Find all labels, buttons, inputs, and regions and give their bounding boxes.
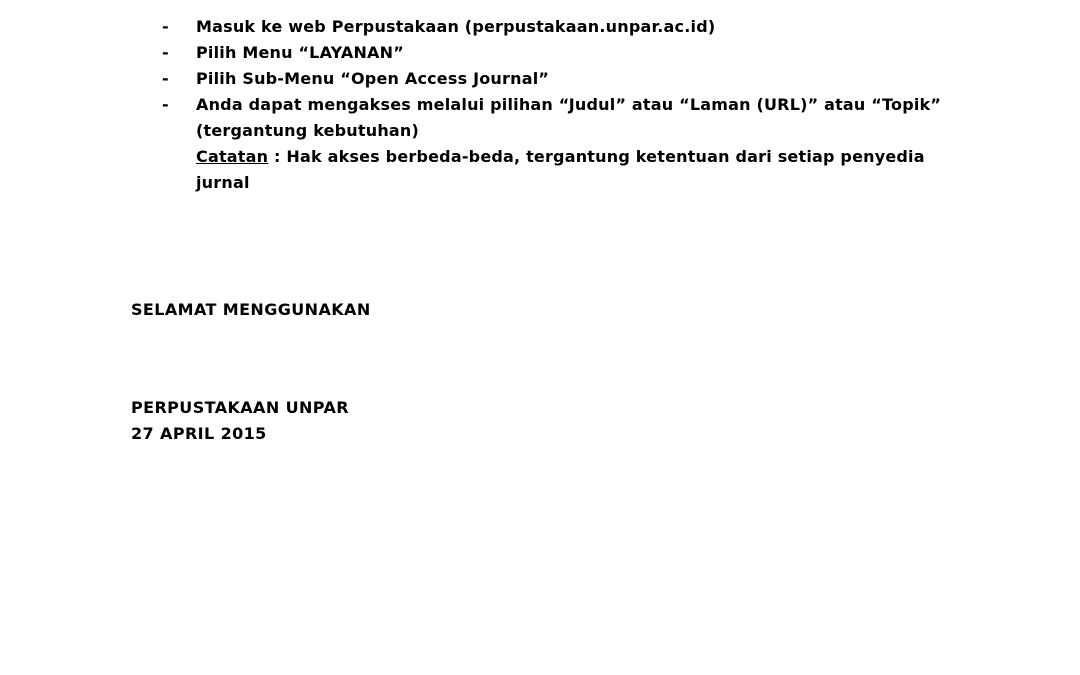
list-item-line: Pilih Menu “LAYANAN” <box>196 43 404 62</box>
signature-date: 27 APRIL 2015 <box>131 424 267 443</box>
list-item-text <box>196 92 942 196</box>
list-item-text <box>196 40 942 66</box>
list-item <box>162 40 942 66</box>
note-line-continued: jurnal <box>196 173 250 192</box>
closing-message: SELAMAT MENGGUNAKAN <box>131 300 371 319</box>
bullet-dash: - <box>162 43 169 62</box>
list-item <box>162 92 942 196</box>
note-text: : Hak akses berbeda-beda, tergantung ketentuan dari setiap penyedia <box>268 147 925 166</box>
signature-organization: PERPUSTAKAAN UNPAR <box>131 398 349 417</box>
list-item-line: Masuk ke web Perpustakaan (perpustakaan.unpar.ac.id) <box>196 17 716 36</box>
list-item-line: Anda dapat mengakses melalui pilihan “Judul” atau “Laman (URL)” atau “Topik” <box>196 95 942 114</box>
instruction-list <box>162 14 942 196</box>
bullet-dash: - <box>162 95 169 114</box>
list-item <box>162 14 942 40</box>
note-line <box>196 144 942 170</box>
list-item-line: (tergantung kebutuhan) <box>196 121 420 140</box>
list-item-text <box>196 66 942 92</box>
list-item-text <box>196 14 942 40</box>
note-label: Catatan <box>196 147 269 166</box>
bullet-dash: - <box>162 69 169 88</box>
list-item <box>162 66 942 92</box>
list-item-line: Pilih Sub-Menu “Open Access Journal” <box>196 69 550 88</box>
bullet-dash: - <box>162 17 169 36</box>
